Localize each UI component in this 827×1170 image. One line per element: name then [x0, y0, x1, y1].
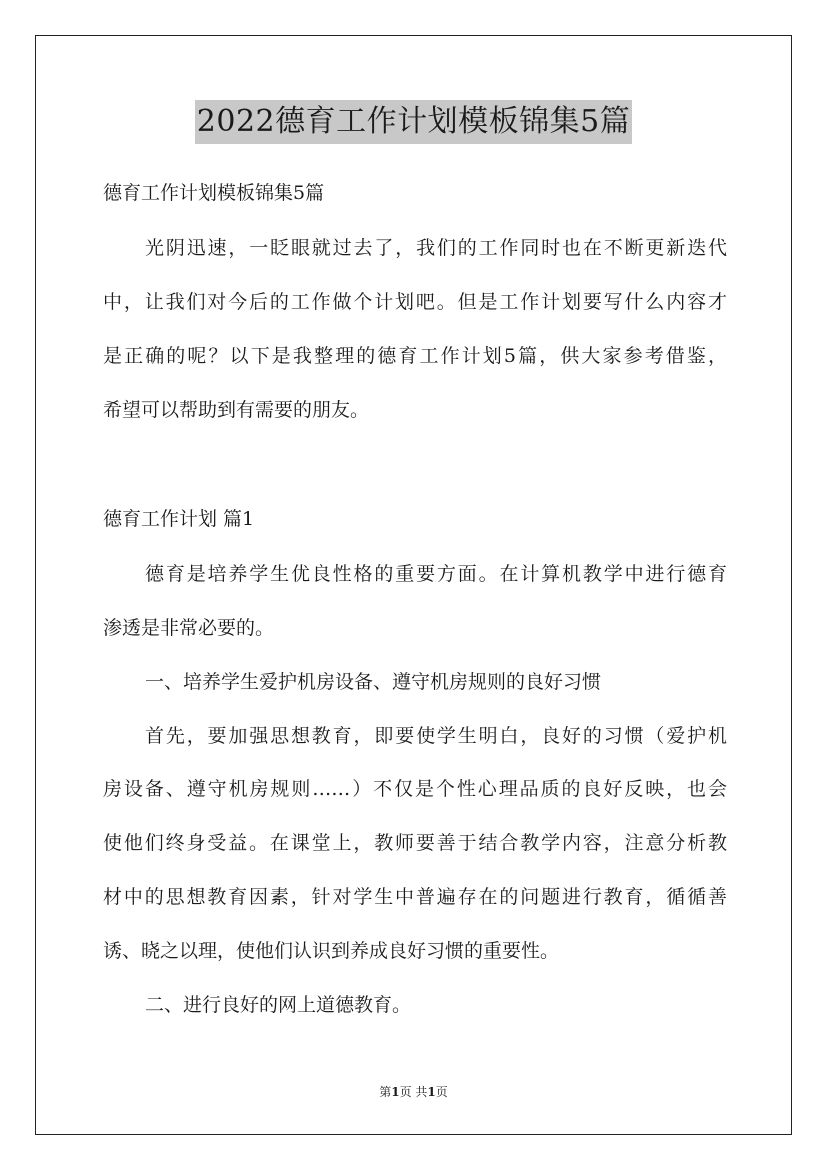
footer-page-total: 1	[427, 1085, 436, 1099]
footer-suffix: 页	[435, 1085, 448, 1099]
para1-line-1: 德育是培养学生优良性格的重要方面。在计算机教学中进行德育	[145, 563, 727, 585]
intro-line-1: 光阴迅速，一眨眼就过去了，我们的工作同时也在不断更新迭代	[145, 237, 727, 259]
intro-line-2: 中，让我们对今后的工作做个计划吧。但是工作计划要写什么内容才	[103, 291, 727, 313]
title-container	[0, 100, 827, 144]
para1-line-2: 渗透是非常必要的。	[103, 617, 275, 639]
para2-line-1: 首先，要加强思想教育，即要使学生明白，良好的习惯（爱护机	[145, 725, 727, 747]
page-footer	[0, 1083, 827, 1100]
document-title: 2022德育工作计划模板锦集5篇	[195, 100, 632, 144]
intro-line-3: 是正确的呢？以下是我整理的德育工作计划5篇，供大家参考借鉴，	[103, 345, 727, 367]
footer-middle: 页 共	[399, 1085, 428, 1099]
section-heading: 德育工作计划 篇1	[103, 508, 255, 530]
footer-page-number: 1	[391, 1085, 400, 1099]
footer-prefix: 第	[379, 1085, 392, 1099]
para2-line-2: 房设备、遵守机房规则……）不仅是个性心理品质的良好反映，也会	[103, 778, 727, 800]
intro-line-4: 希望可以帮助到有需要的朋友。	[103, 399, 370, 421]
para2-line-3: 使他们终身受益。在课堂上，教师要善于结合教学内容，注意分析教	[103, 832, 727, 854]
para2-line-5: 诱、晓之以理，使他们认识到养成良好习惯的重要性。	[103, 940, 560, 962]
point1-heading: 一、培养学生爱护机房设备、遵守机房规则的良好习惯	[145, 671, 602, 693]
para2-line-4: 材中的思想教育因素，针对学生中普遍存在的问题进行教育，循循善	[103, 886, 727, 908]
document-subtitle: 德育工作计划模板锦集5篇	[103, 182, 325, 204]
point2-heading: 二、进行良好的网上道德教育。	[145, 994, 412, 1016]
